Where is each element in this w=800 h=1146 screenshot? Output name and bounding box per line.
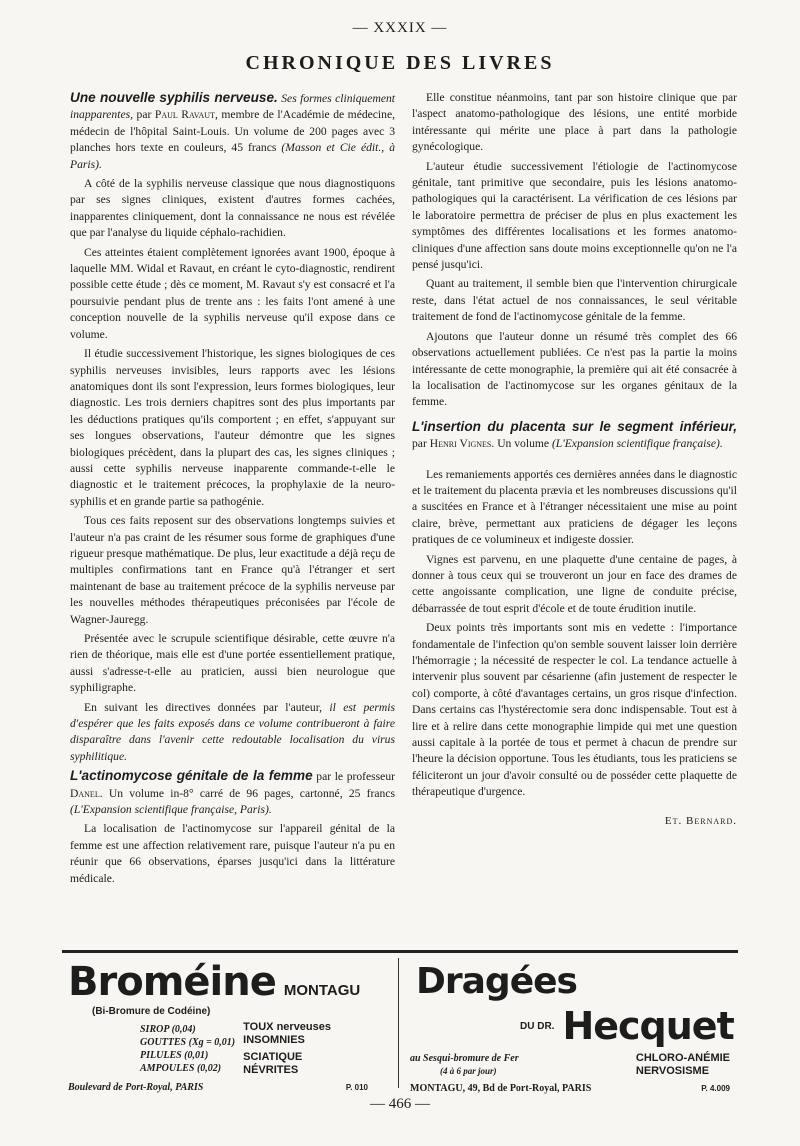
review2-paragraph: L'auteur étudie successivement l'étiologie de l'actinomycose génitale, tant primitive que secondaire, puis les lésions anatomo-pathologiques qui la caractérisent. La vérification de ces lésions par le laboratoire permettra de préciser de plus en plus exactement les symptômes des différentes localisations et les formes anatomo-cliniques d'une affection sans doute moins exceptionnelle qu'on ne l'a pensé jusqu'ici. bbox=[412, 159, 737, 272]
review3-header bbox=[412, 419, 737, 453]
reviewer-signature: Et. Bernard. bbox=[664, 814, 737, 827]
review1-paragraph: Présentée avec le scrupule scientifique désirable, cette œuvre n'a rien de théorique, mais elle est d'une portée essentiellement pratique, aussi s'adresse-t-elle au praticien, aussi bien neurologue que syphiligraphe. bbox=[70, 632, 395, 695]
ad-separator-rule bbox=[62, 950, 738, 953]
page-folio: — XXXIX — bbox=[352, 20, 448, 36]
review1-paragraph: Ces atteintes étaient complètement ignorées avant 1900, époque à laquelle MM. Widal et Ravaut, en créant le cyto-diagnostic, rendirent possible cette étude ; dès ce moment, M. Ravaut s'y est consacré et l'a poursuivie pendant plus de trente ans : les faits l'ont amené à une conception nouvelle de la syphilis nerveuse qu'il expose dans ce volume. bbox=[70, 245, 395, 341]
review3-title: L'insertion du placenta sur le segment inférieur, bbox=[412, 418, 737, 434]
review2-paragraph: Quant au traitement, il semble bien que l'intervention chirurgicale reste, dans l'état actuel de nos connaissances, le seul véritable traitement de fond de l'actinomycose génitale de la femme. bbox=[412, 277, 737, 324]
ad-bromeine-form: AMPOULES (0,02) bbox=[140, 1063, 222, 1074]
ad-bromeine-subtitle: (Bi-Bromure de Codéine) bbox=[92, 1006, 211, 1017]
review1-author: Paul Ravaut, bbox=[154, 108, 218, 122]
review1-paragraph: Tous ces faits reposent sur des observations longtemps suivies et l'auteur n'a pas craint de les résumer sous forme de graphiques d'une rigueur presque mathématique. De plus, leur exactitude a déjà reçu de multiples confirmations tant en France qu'à l'étranger et sert maintenant de base au traitement précoce de la syphilis nerveuse par les nouvelles méthodes thérapeutiques préconisées par l'école de Wagner-Jauregg. bbox=[70, 514, 395, 626]
ad-divider bbox=[398, 958, 399, 1088]
review1-conclusion bbox=[70, 700, 395, 766]
ad-hecquet-indication: CHLORO-ANÉMIE bbox=[635, 1052, 730, 1064]
ad-bromeine-brand: Broméine bbox=[68, 959, 276, 1005]
ad-bromeine-forms-row bbox=[140, 1021, 388, 1077]
review3-paragraph: Les remaniements apportés ces dernières années dans le diagnostic et le traitement du placenta prævia et les nombreuses discussions qu'il a suscitées en France et à l'étranger nécessitaient une mise au point claire, brève, permettant aux praticiens de dégager les leçons pratiques de ce volumineux et indigeste dossier. bbox=[412, 467, 737, 547]
review3-publisher: (L'Expansion scientifique française). bbox=[551, 437, 723, 451]
review3-paragraph: Vignes est parvenu, en une plaquette d'une centaine de pages, à donner à tous ceux qui se trouveront un jour en face des drames de cette angoissante complication, une ligne de conduite précise, débarrassée de tout esprit d'école et de toute érudition inutile. bbox=[412, 552, 737, 615]
ad-bromeine-form: SIROP (0,04) bbox=[140, 1024, 196, 1035]
review2-header bbox=[70, 768, 395, 818]
page-number: — 466 — bbox=[370, 1096, 430, 1112]
ad-bromeine-address: Boulevard de Port-Royal, PARIS bbox=[68, 1082, 204, 1093]
review2-paragraph: Ajoutons que l'auteur donne un résumé très complet des 66 observations actuellement publiées. Ce n'est pas la partie la moins intéressante de cette monographie, la première qui ait été consacrée à la localisation de l'actinomycose sur les organes génitaux de la femme. bbox=[412, 329, 737, 409]
ad-hecquet-indication: NERVOSISME bbox=[635, 1065, 710, 1077]
ad-bromeine-form: GOUTTES (Xg = 0,01) bbox=[140, 1037, 236, 1048]
ad-bromeine-indication-toux: TOUX nerveuses bbox=[243, 1021, 331, 1033]
review1-conclusion-italic: il est permis d'espérer que les faits exposés dans ce volume contribueront à faire disparaître dans l'avenir cette redoutable localisation du virus syphilitique. bbox=[70, 700, 395, 763]
ad-bromeine-indication-nevrites: NÉVRITES bbox=[243, 1064, 299, 1076]
review3-author-pre: par bbox=[412, 437, 427, 451]
ad-dragees-hecquet bbox=[410, 960, 740, 1094]
right-column bbox=[412, 90, 737, 829]
ad-hecquet-brand-name: Hecquet bbox=[562, 1004, 734, 1048]
ad-hecquet-brand-row bbox=[520, 1004, 740, 1048]
review2-author: Danel. bbox=[70, 786, 103, 800]
ad-hecquet-details-row bbox=[410, 1052, 730, 1078]
ad-hecquet-formula: au Sesqui-bromure de Fer bbox=[410, 1053, 519, 1064]
review1-paragraph: Il étudie successivement l'historique, les signes biologiques de ces syphilis nerveuses invisibles, leurs rapports avec les lésions anatomiques dont ils sont l'expression, leurs formes biologiques, leur diagnostic. Les trois derniers chapitres sont des plus importants par les déductions pratiques qu'ils comportent ; en effet, s'appuyant sur ses longues observations, l'auteur démontre que les signes biologiques précèdent, dans la plupart des cas, les signes cliniques ; aussi cette syphilis nerveuse inapparente commande-t-elle le diagnostic et le traitement précoces, la prophylaxie de la neuro-syphilis et en grande partie sa pathogénie. bbox=[70, 347, 395, 508]
ad-bromeine-indication-sciatique: SCIATIQUE bbox=[243, 1051, 303, 1063]
review1-header bbox=[70, 90, 395, 173]
ad-hecquet-formula-wrap bbox=[410, 1052, 519, 1078]
ad-hecquet-indications bbox=[636, 1052, 730, 1078]
review1-conclusion-pre: En suivant les directives données par l'auteur, bbox=[84, 700, 323, 714]
review2-details: Un volume in-8° carré de 96 pages, cartonné, 25 francs bbox=[108, 786, 395, 800]
ad-hecquet-code: P. 4.009 bbox=[701, 1084, 730, 1093]
ad-hecquet-prefix: DU DR. bbox=[520, 1020, 555, 1032]
ad-bromeine bbox=[68, 959, 388, 1093]
section-title: CHRONIQUE DES LIVRES bbox=[245, 52, 555, 74]
ad-hecquet-dose: (4 à 6 par jour) bbox=[440, 1066, 497, 1076]
review1-publisher: (Masson et Cie édit., à Paris). bbox=[70, 141, 395, 171]
review2-paragraph: Elle constitue néanmoins, tant par son histoire clinique que par l'aspect anatomo-pathologique des lésions, une entité morbide intéressante qui mérite une place à part dans la pathologie gynécologique. bbox=[412, 91, 737, 154]
review1-author-pre: par bbox=[136, 108, 152, 122]
review3-details: Un volume bbox=[497, 437, 550, 451]
left-column bbox=[70, 90, 395, 890]
ad-bromeine-brand-row bbox=[68, 960, 388, 1004]
ad-bromeine-maker: MONTAGU bbox=[283, 982, 361, 999]
review3-author: Henri Vignes. bbox=[429, 437, 495, 451]
review1-subtitle: Ses formes cliniquement inapparentes, bbox=[70, 92, 395, 122]
review2-publisher: (L'Expansion scientifique française, Paris). bbox=[70, 803, 272, 817]
ad-bromeine-form: PILULES (0,01) bbox=[140, 1050, 209, 1061]
ad-hecquet-address: MONTAGU, 49, Bd de Port-Royal, PARIS bbox=[410, 1083, 592, 1094]
ad-bromeine-code: P. 010 bbox=[345, 1083, 368, 1092]
ad-bromeine-footer bbox=[68, 1081, 368, 1094]
ad-bromeine-forms bbox=[140, 1023, 235, 1075]
ad-bromeine-indication-insomnies: INSOMNIES bbox=[243, 1034, 305, 1046]
review2-author-pre: par le professeur bbox=[316, 770, 395, 784]
review1-paragraph: A côté de la syphilis nerveuse classique que nous diagnostiquons par ses signes cliniques, existent d'autres formes cachées, inapparentes cliniquement, dont la connaissance ne nous est révélée que par l'analyse du liquide céphalo-rachidien. bbox=[70, 177, 395, 240]
ad-hecquet-footer bbox=[410, 1082, 730, 1095]
review1-title: Une nouvelle syphilis nerveuse. bbox=[70, 90, 278, 105]
review2-title: L'actinomycose génitale de la femme bbox=[70, 768, 313, 784]
ad-bromeine-indications-wrap bbox=[243, 1021, 331, 1077]
review2-paragraph: La localisation de l'actinomycose sur l'appareil génital de la femme est une affection relativement rare, puisque l'auteur n'a pu en réunir que 66 observations, éparses jusqu'ici dans la littérature médicale. bbox=[70, 822, 395, 885]
review1-details: membre de l'Académie de médecine, médecin de l'hôpital Saint-Louis. Un volume de 200 pages avec 3 planches hors texte en couleurs, 45 francs bbox=[70, 108, 395, 155]
review3-paragraph: Deux points très importants sont mis en vedette : l'importance fondamentale de l'infection qu'on semble souvent laisser loin derrière l'hémorragie ; la nécessité de respecter le col. La tendance actuelle à intervenir plus souvent par césarienne (afin justement de respecter le col) comporte, à côté d'avantages certains, un gros risque d'infection. Dans certains cas l'hystérectomie sera donc indispensable. Tout est à lire et à relire dans cette monographie limpide qui met une question aussi capitale à la portée de tous et permet à chacun de prendre sur l'heure la décision opportune. Tous les étudiants, tous les praticiens se féliciteront un jour d'avoir consulté ou de posséder cette plaquette de thérapeutique d'urgence. bbox=[412, 621, 737, 799]
ad-hecquet-brand-dragees: Dragées bbox=[416, 961, 577, 1002]
